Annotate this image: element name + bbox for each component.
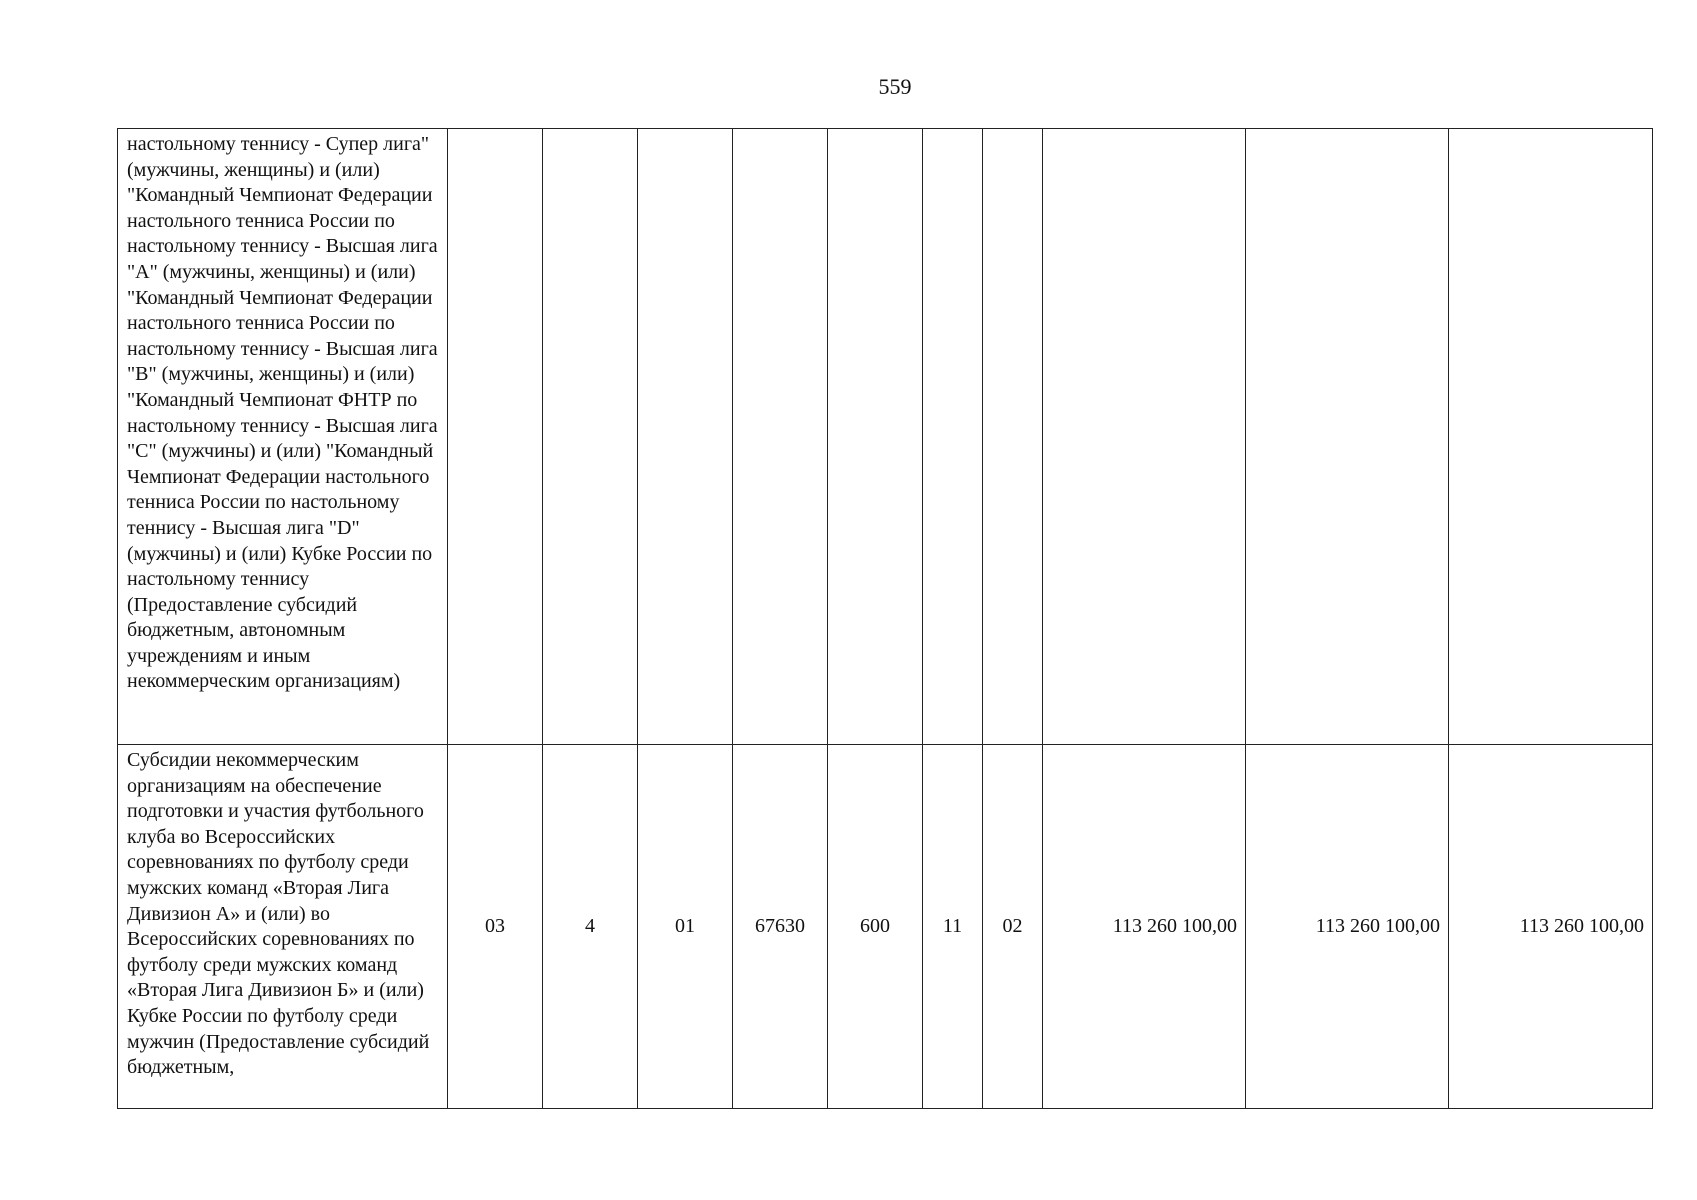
amount-cell [1449,129,1653,745]
code-cell [828,129,923,745]
code-cell: 03 [448,745,543,1109]
budget-table [117,128,1653,1109]
page-number: 559 [878,74,912,99]
code-cell: 01 [638,745,733,1109]
amount-cell: 113 260 100,00 [1043,745,1246,1109]
code-cell [733,129,828,745]
row-description: настольному теннису - Супер лига" (мужчины, женщины) и (или) "Командный Чемпионат Федерации настольного тенниса России по настольному теннису - Высшая лига "А" (мужчины, женщины) и (или) "Командный Чемпионат Федерации настольного тенниса России по настольному теннису - Высшая лига "В" (мужчины, женщины) и (или) "Командный Чемпионат ФНТР по настольному теннису - Высшая лига "С" (мужчины) и (или) "Командный Чемпионат Федерации настольного тенниса России по настольному теннису - Высшая лига "D" (мужчины) и (или) Кубке России по настольному теннису (Предоставление субсидий бюджетным, автономным учреждениям и иным некоммерческим организациям) [118,129,448,745]
code-cell [638,129,733,745]
code-cell: 11 [923,745,983,1109]
code-cell [543,129,638,745]
table-row [118,745,1653,1109]
code-cell [983,129,1043,745]
code-cell: 600 [828,745,923,1109]
amount-cell: 113 260 100,00 [1246,745,1449,1109]
table-row [118,129,1653,745]
row-description: Субсидии некоммерческим организациям на обеспечение подготовки и участия футбольного клуба во Всероссийских соревнованиях по футболу среди мужских команд «Вторая Лига Дивизион А» и (или) во Всероссийских соревнованиях по футболу среди мужских команд «Вторая Лига Дивизион Б» и (или) Кубке России по футболу среди мужчин (Предоставление субсидий бюджетным, [118,745,448,1109]
code-cell [923,129,983,745]
amount-cell [1246,129,1449,745]
amount-cell: 113 260 100,00 [1449,745,1653,1109]
amount-cell [1043,129,1246,745]
code-cell [448,129,543,745]
code-cell: 4 [543,745,638,1109]
code-cell: 67630 [733,745,828,1109]
code-cell: 02 [983,745,1043,1109]
